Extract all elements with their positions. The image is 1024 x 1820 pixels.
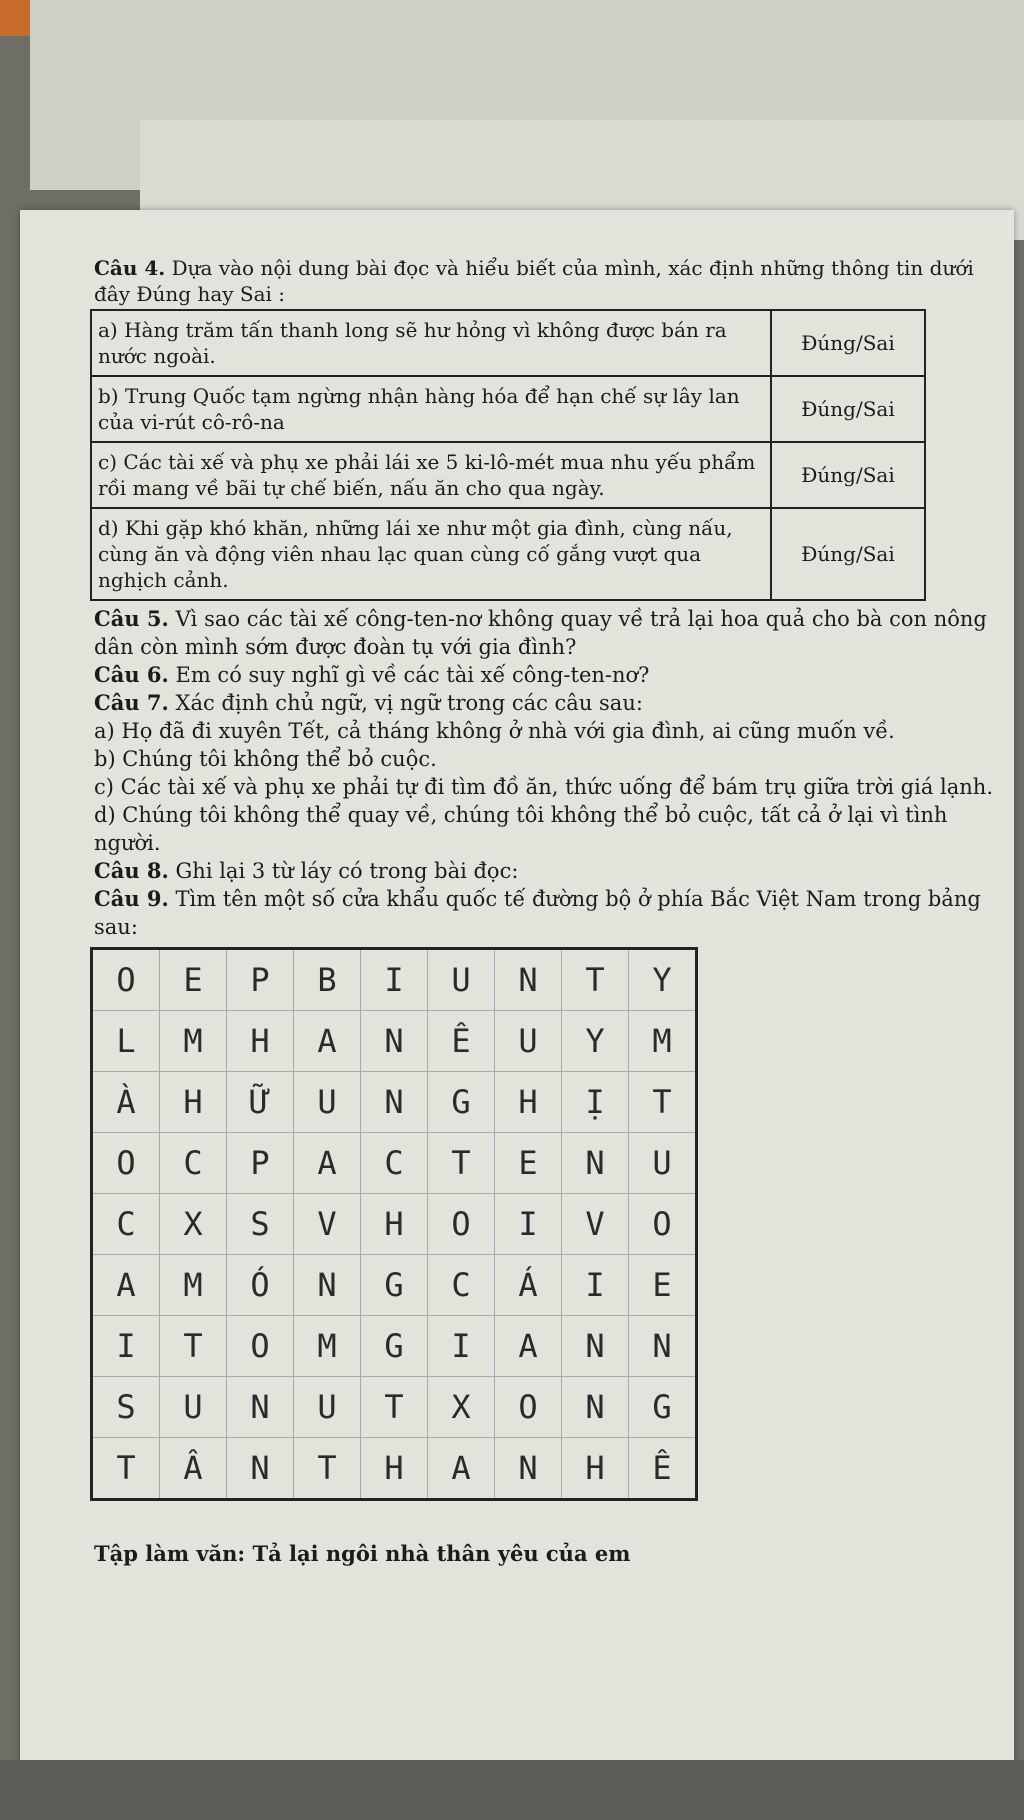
grid-letter: I — [495, 1194, 562, 1255]
grid-letter: B — [294, 949, 361, 1011]
grid-letter: S — [227, 1194, 294, 1255]
grid-letter: N — [294, 1255, 361, 1316]
statement-cell: a) Hàng trăm tấn thanh long sẽ hư hỏng vì không được bán ra nước ngoài. — [91, 310, 771, 376]
question-9 — [94, 885, 994, 941]
grid-letter: N — [361, 1011, 428, 1072]
grid-letter: X — [160, 1194, 227, 1255]
grid-letter: P — [227, 949, 294, 1011]
grid-letter: Ó — [227, 1255, 294, 1316]
grid-row — [92, 1072, 697, 1133]
grid-letter: G — [629, 1377, 697, 1438]
grid-letter: U — [495, 1011, 562, 1072]
question-7-item: d) Chúng tôi không thể quay về, chúng tôi không thể bỏ cuộc, tất cả ở lại vì tình người. — [94, 803, 948, 855]
grid-letter: L — [92, 1011, 160, 1072]
grid-letter: V — [294, 1194, 361, 1255]
grid-letter: Y — [629, 949, 697, 1011]
grid-letter: G — [361, 1316, 428, 1377]
grid-letter: C — [361, 1133, 428, 1194]
grid-row — [92, 1316, 697, 1377]
grid-letter: E — [160, 949, 227, 1011]
grid-letter: T — [428, 1133, 495, 1194]
question-label: Câu 8. — [94, 858, 169, 883]
question-text: Tìm tên một số cửa khẩu quốc tế đường bộ ở phía Bắc Việt Nam trong bảng sau: — [94, 887, 981, 939]
grid-letter: N — [495, 1438, 562, 1500]
grid-letter: I — [361, 949, 428, 1011]
grid-letter: H — [160, 1072, 227, 1133]
answer-cell: Đúng/Sai — [771, 508, 925, 600]
grid-row — [92, 1194, 697, 1255]
question-4 — [94, 255, 994, 307]
grid-letter: T — [294, 1438, 361, 1500]
grid-letter: O — [92, 1133, 160, 1194]
grid-letter: P — [227, 1133, 294, 1194]
grid-letter: M — [160, 1255, 227, 1316]
grid-letter: U — [160, 1377, 227, 1438]
grid-letter: E — [495, 1133, 562, 1194]
background-table-edge — [0, 1760, 1024, 1820]
question-7 — [94, 689, 994, 717]
grid-letter: Á — [495, 1255, 562, 1316]
grid-letter: Ê — [428, 1011, 495, 1072]
grid-letter: I — [92, 1316, 160, 1377]
question-label: Câu 4. — [94, 256, 166, 280]
grid-letter: T — [562, 949, 629, 1011]
grid-letter: U — [428, 949, 495, 1011]
grid-letter: S — [92, 1377, 160, 1438]
answer-cell: Đúng/Sai — [771, 376, 925, 442]
question-label: Câu 6. — [94, 662, 169, 687]
grid-letter: N — [629, 1316, 697, 1377]
question-text: Ghi lại 3 từ láy có trong bài đọc: — [175, 859, 519, 883]
grid-letter: N — [562, 1133, 629, 1194]
grid-letter: Ị — [562, 1072, 629, 1133]
grid-letter: E — [629, 1255, 697, 1316]
question-6 — [94, 661, 994, 689]
grid-letter: H — [562, 1438, 629, 1500]
grid-letter: Ữ — [227, 1072, 294, 1133]
grid-letter: C — [160, 1133, 227, 1194]
grid-letter: H — [227, 1011, 294, 1072]
grid-letter: O — [227, 1316, 294, 1377]
grid-letter: A — [428, 1438, 495, 1500]
grid-letter: M — [629, 1011, 697, 1072]
grid-letter: N — [227, 1377, 294, 1438]
question-text: Xác định chủ ngữ, vị ngữ trong các câu sau: — [175, 691, 643, 715]
grid-letter: H — [361, 1438, 428, 1500]
grid-row — [92, 1133, 697, 1194]
word-search-grid — [90, 947, 698, 1501]
grid-letter: A — [495, 1316, 562, 1377]
table-row — [91, 508, 925, 600]
grid-letter: A — [294, 1011, 361, 1072]
grid-letter: Ê — [629, 1438, 697, 1500]
answer-cell: Đúng/Sai — [771, 310, 925, 376]
grid-letter: U — [294, 1072, 361, 1133]
question-7-item: c) Các tài xế và phụ xe phải tự đi tìm đồ ăn, thức uống để bám trụ giữa trời giá lạnh. — [94, 775, 993, 799]
grid-letter: U — [294, 1377, 361, 1438]
grid-letter: I — [428, 1316, 495, 1377]
grid-letter: Â — [160, 1438, 227, 1500]
grid-row — [92, 1377, 697, 1438]
grid-letter: O — [629, 1194, 697, 1255]
grid-letter: M — [294, 1316, 361, 1377]
grid-letter: N — [562, 1316, 629, 1377]
statement-cell: b) Trung Quốc tạm ngừng nhận hàng hóa để hạn chế sự lây lan của vi-rút cô-rô-na — [91, 376, 771, 442]
grid-letter: O — [428, 1194, 495, 1255]
question-5 — [94, 605, 994, 661]
grid-row — [92, 1438, 697, 1500]
question-8 — [94, 857, 994, 885]
grid-letter: N — [361, 1072, 428, 1133]
grid-letter: M — [160, 1011, 227, 1072]
grid-letter: V — [562, 1194, 629, 1255]
grid-row — [92, 1011, 697, 1072]
question-label: Câu 7. — [94, 690, 169, 715]
grid-row — [92, 1255, 697, 1316]
grid-letter: O — [495, 1377, 562, 1438]
grid-letter: T — [160, 1316, 227, 1377]
question-text: Vì sao các tài xế công-ten-nơ không quay về trả lại hoa quả cho bà con nông dân còn mình sớm được đoàn tụ với gia đình? — [94, 607, 987, 659]
grid-letter: T — [92, 1438, 160, 1500]
question-7-item: a) Họ đã đi xuyên Tết, cả tháng không ở nhà với gia đình, ai cũng muốn về. — [94, 719, 895, 743]
grid-letter: À — [92, 1072, 160, 1133]
essay-prompt: Tập làm văn: Tả lại ngôi nhà thân yêu của em — [94, 1541, 631, 1566]
grid-letter: C — [92, 1194, 160, 1255]
grid-letter: H — [361, 1194, 428, 1255]
statement-cell: c) Các tài xế và phụ xe phải lái xe 5 ki-lô-mét mua nhu yếu phẩm rồi mang về bãi tự chế biến, nấu ăn cho qua ngày. — [91, 442, 771, 508]
grid-row — [92, 949, 697, 1011]
grid-letter: T — [361, 1377, 428, 1438]
answer-cell: Đúng/Sai — [771, 442, 925, 508]
grid-letter: A — [294, 1133, 361, 1194]
table-row — [91, 310, 925, 376]
grid-letter: C — [428, 1255, 495, 1316]
statement-cell: d) Khi gặp khó khăn, những lái xe như một gia đình, cùng nấu, cùng ăn và động viên nhau lạc quan cùng cố gắng vượt qua nghịch cảnh. — [91, 508, 771, 600]
grid-letter: O — [92, 949, 160, 1011]
table-row — [91, 442, 925, 508]
question-7-item: b) Chúng tôi không thể bỏ cuộc. — [94, 747, 437, 771]
grid-letter: X — [428, 1377, 495, 1438]
grid-letter: N — [562, 1377, 629, 1438]
question-text: Dựa vào nội dung bài đọc và hiểu biết của mình, xác định những thông tin dưới đây Đúng hay Sai : — [94, 256, 974, 306]
question-label: Câu 5. — [94, 606, 169, 631]
question-text: Em có suy nghĩ gì về các tài xế công-ten-nơ? — [175, 663, 650, 687]
grid-letter: N — [227, 1438, 294, 1500]
question-label: Câu 9. — [94, 886, 169, 911]
grid-letter: Y — [562, 1011, 629, 1072]
grid-letter: H — [495, 1072, 562, 1133]
table-row — [91, 376, 925, 442]
grid-letter: T — [629, 1072, 697, 1133]
grid-letter: N — [495, 949, 562, 1011]
grid-letter: G — [428, 1072, 495, 1133]
grid-letter: U — [629, 1133, 697, 1194]
grid-letter: I — [562, 1255, 629, 1316]
grid-letter: A — [92, 1255, 160, 1316]
worksheet-content — [94, 255, 994, 1587]
grid-letter: G — [361, 1255, 428, 1316]
true-false-table — [90, 309, 926, 601]
